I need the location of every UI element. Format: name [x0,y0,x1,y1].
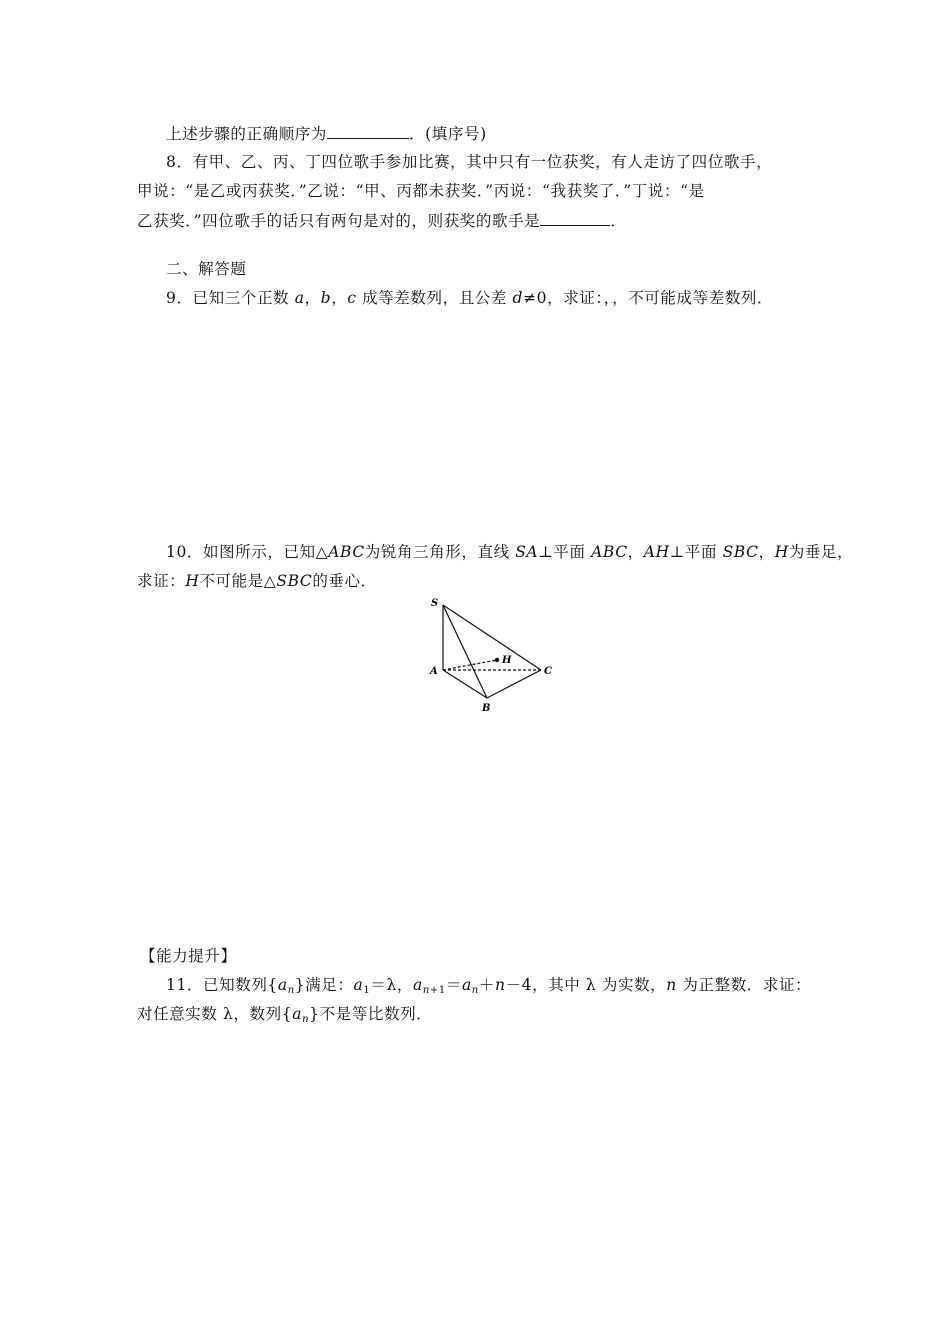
q10-var: SBC [722,543,759,561]
q10-text: ⊥平面 [538,543,592,561]
var-d: d [512,289,524,307]
q11-text: 11．已知数列{ [166,976,278,994]
q9-text: 成等差数列，且公差 [356,289,513,307]
edge-SC [443,605,541,670]
q9-text: 9．已知三个正数 [166,289,295,307]
q11-text: ＝ [445,976,462,994]
q10-var: SBC [276,572,313,590]
q11-text: 对任意实数 λ，数列{ [137,1005,293,1023]
q11-subscript: n [422,985,430,996]
q10-text: 为垂足， [788,543,854,561]
q11-text: 为正整数．求证： [676,976,812,994]
q10-var: H [774,543,789,561]
q11-subscript: n [471,985,479,996]
tetrahedron-figure [425,595,560,715]
q11-subscript: n [287,985,295,996]
q11-text: ＝λ， [370,976,413,994]
q10-text: ， [627,543,644,561]
q10-line-2 [137,571,377,591]
q8-line-3-text: 乙获奖．”四位歌手的话只有两句是对的，则获奖的歌手是 [137,212,541,230]
q11-var: a [277,976,288,994]
q11-var: n [494,976,506,994]
q9-sep: ， [331,289,348,307]
q10-text: 求证： [137,572,186,590]
q11-subscript: 1 [363,985,371,996]
q9-sep: ， [304,289,321,307]
var-a: a [294,289,305,307]
var-b: b [320,289,332,307]
q10-var: ABC [591,543,628,561]
section-heading: 二、解答题 [166,260,247,278]
q7-answer-blank[interactable] [327,123,409,139]
label-A: A [430,666,438,677]
q11-subscript: n [302,1014,310,1025]
label-C: C [544,666,552,677]
q10-line-1 [166,542,853,562]
q11-line-1 [166,975,811,1001]
ability-heading: 【能力提升】 [140,947,237,965]
q10-text: 不可能是△ [199,572,277,590]
q8-line-2: 甲说：“是乙或丙获奖．”乙说：“甲、丙都未获奖．”丙说：“我获奖了．”丁说：“是 [137,182,705,200]
q10-var: AH [643,543,670,561]
q11-var: a [292,1005,303,1023]
q11-text: －4，其中 λ 为实数， [505,976,667,994]
point-H [495,658,499,662]
edge-BC [487,670,541,698]
label-H: H [502,655,512,666]
q10-var: SA [515,543,539,561]
q10-var: ABC [328,543,365,561]
q11-line-2 [137,1004,432,1030]
q9-text: ≠0，求证：，，不可能成等差数列． [523,289,774,307]
q10-text: 10．如图所示，已知△ [166,543,329,561]
q11-subscript: +1 [429,985,446,996]
q10-text: ， [758,543,775,561]
label-S: S [431,598,439,609]
q7-text-after: ．(填序号) [409,125,487,143]
q11-var: n [666,976,677,994]
q8-answer-blank[interactable] [540,210,610,226]
label-B: B [482,703,491,714]
q10-var: H [185,572,200,590]
var-c: c [347,289,357,307]
q8-line-3 [137,210,626,231]
q7-text: 上述步骤的正确顺序为 [166,125,328,143]
q11-text: }不是等比数列． [309,1005,433,1023]
q9-statement [166,288,773,308]
q11-var: a [461,976,472,994]
q10-text: 为锐角三角形，直线 [364,543,516,561]
q11-text: }满足： [294,976,354,994]
q11-text: ＋ [478,976,495,994]
q7-order-line [166,123,487,144]
q11-var: a [353,976,364,994]
q8-line-1: 8．有甲、乙、丙、丁四位歌手参加比赛，其中只有一位获奖，有人走访了四位歌手， [166,153,773,171]
q11-var: a [412,976,423,994]
q8-line-3-end: ． [610,212,627,230]
q10-text: 的垂心． [312,572,377,590]
q10-text: ⊥平面 [669,543,723,561]
